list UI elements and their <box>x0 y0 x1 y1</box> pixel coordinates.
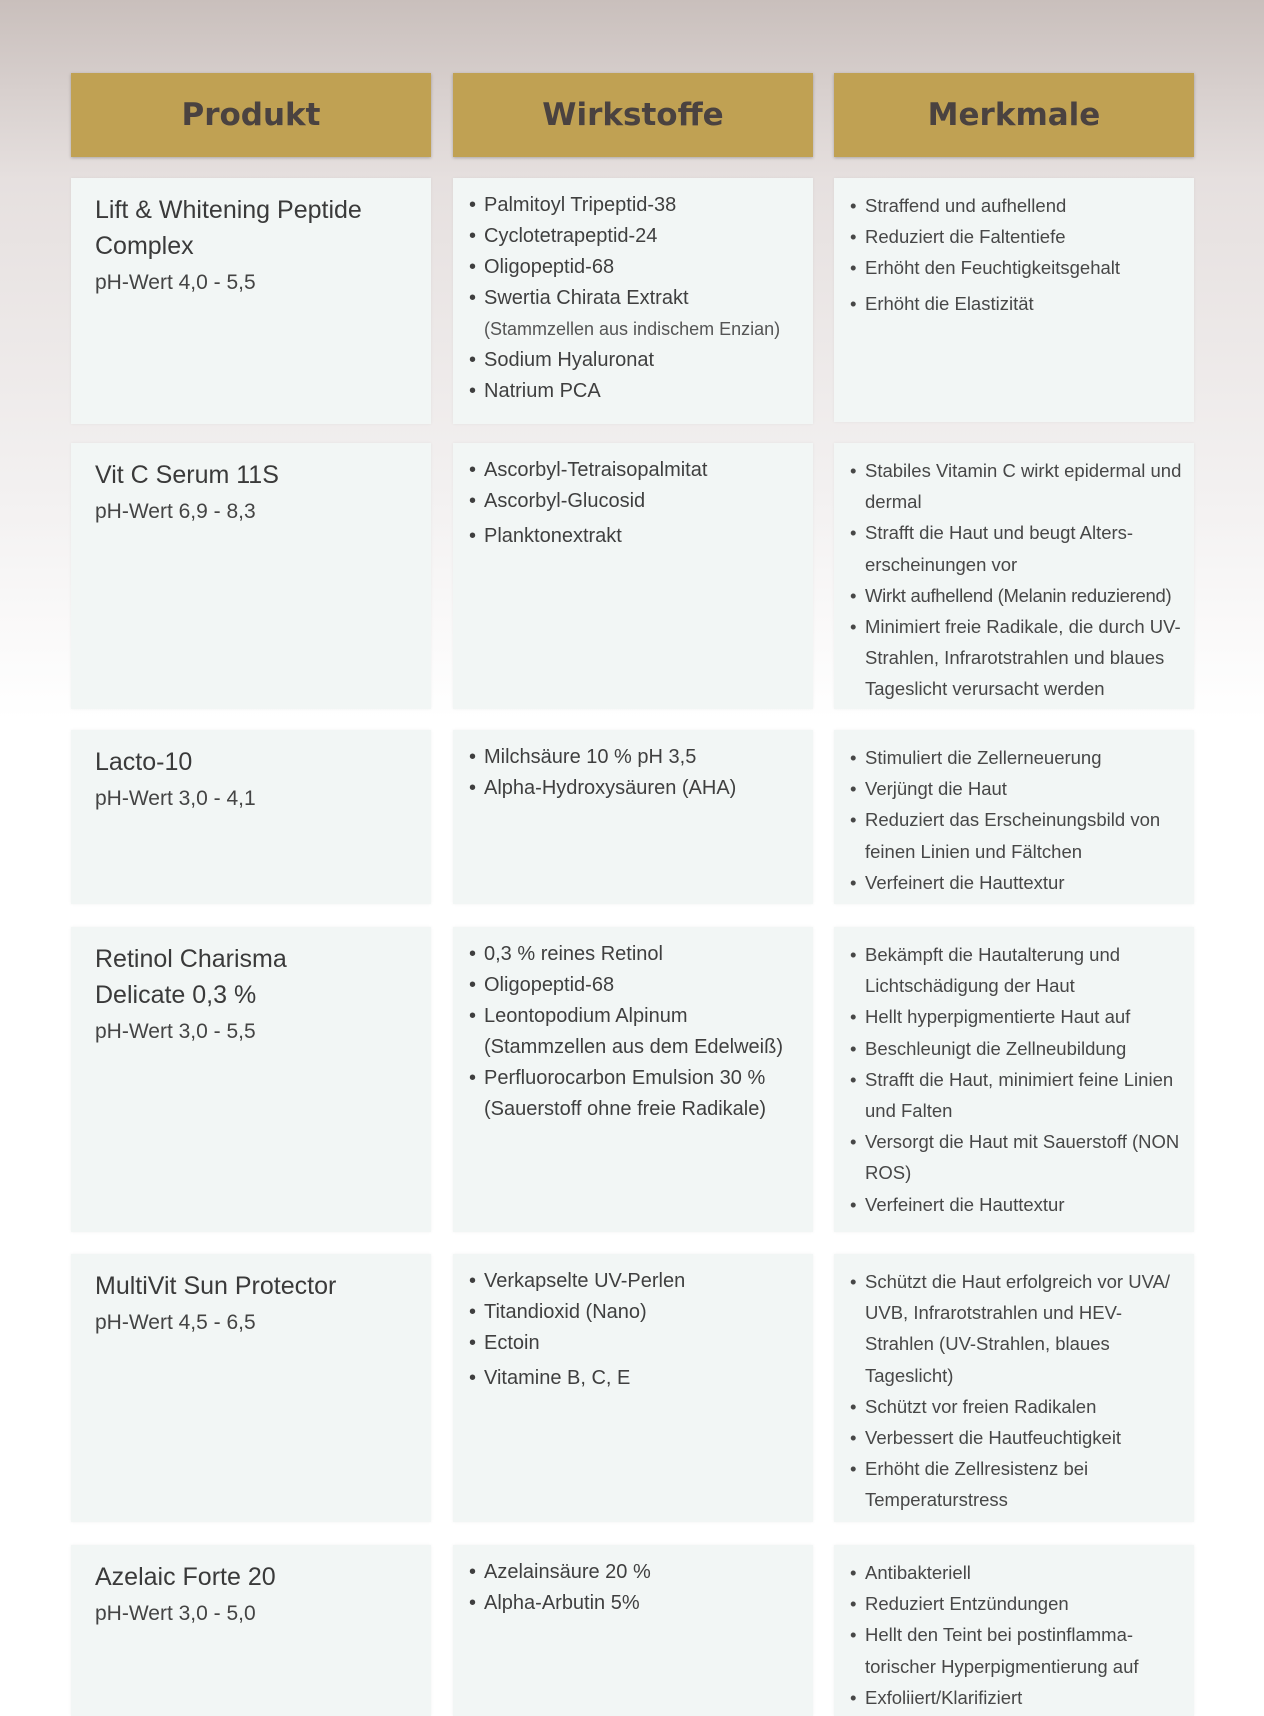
list-item: • Verbessert die Hautfeuchtigkeit <box>850 1422 1186 1453</box>
features-list <box>850 190 1186 319</box>
features-cell <box>834 730 1194 904</box>
list-item: • Bekämpft die Hautalterung und Lichtschädigung der Haut <box>850 939 1186 1001</box>
list-item: • Natrium PCA <box>469 376 801 407</box>
list-item: • Milchsäure 10 % pH 3,5 <box>469 742 801 773</box>
features-cell <box>834 178 1194 422</box>
ingredients-cell <box>453 730 813 904</box>
product-cell <box>71 1545 431 1716</box>
list-item: • Verkapselte UV-Perlen <box>469 1266 801 1297</box>
list-item: • Stabiles Vitamin C wirkt epidermal und dermal <box>850 455 1205 517</box>
features-cell <box>834 1254 1194 1522</box>
list-item: • Minimiert freie Radikale, die durch UV-Strahlen, Infrarotstrahlen und blaues Tageslicht verursacht werden <box>850 611 1205 705</box>
list-item: • Alpha-Arbutin 5% <box>469 1588 801 1619</box>
ingredients-cell <box>453 1545 813 1716</box>
list-item: • Erhöht den Feuchtigkeitsgehalt <box>850 252 1186 283</box>
ingredients-list <box>469 1266 801 1394</box>
ingredients-cell <box>453 927 813 1232</box>
list-item: • Reduziert die Faltentiefe <box>850 221 1186 252</box>
ingredients-list <box>469 190 801 407</box>
ingredient-note: (Stammzellen aus dem Edelweiß) <box>484 1036 783 1058</box>
list-item: • Erhöht die Zellresistenz bei Temperaturstress <box>850 1453 1186 1515</box>
features-list <box>850 939 1186 1220</box>
list-item: • Titandioxid (Nano) <box>469 1297 801 1328</box>
list-item: • Schützt die Haut erfolgreich vor UVA/ UVB, Infrarotstrahlen und HEV-Strahlen (UV-Strahlen, blaues Tageslicht) <box>850 1266 1186 1391</box>
ingredients-cell <box>453 178 813 424</box>
ingredients-list <box>469 1557 801 1619</box>
ingredients-list <box>469 742 801 804</box>
ingredients-list <box>469 939 801 1125</box>
ingredients-cell <box>453 443 813 709</box>
features-cell <box>834 443 1194 709</box>
list-item: • Perfluorocarbon Emulsion 30 % (Sauerstoff ohne freie Radikale) <box>469 1063 801 1125</box>
ingredient-note: (Stammzellen aus indischem Enzian) <box>484 319 781 339</box>
list-item: • Antibakteriell <box>850 1557 1186 1588</box>
ingredients-list <box>469 455 801 552</box>
product-name: Lacto-10 <box>95 748 193 776</box>
list-item: • Erhöht die Elastizität <box>850 288 1186 319</box>
product-ph: pH-Wert 3,0 - 4,1 <box>95 787 256 810</box>
product-cell <box>71 178 431 424</box>
list-item: • Verfeinert die Hauttextur <box>850 1189 1186 1220</box>
list-item: • Schützt vor freien Radikalen <box>850 1391 1186 1422</box>
product-ph: pH-Wert 6,9 - 8,3 <box>95 500 256 523</box>
features-list <box>850 1266 1186 1516</box>
list-item: • Exfoliiert/Klarifiziert <box>850 1682 1186 1713</box>
list-item: • Reduziert Entzündungen <box>850 1588 1186 1619</box>
list-item: • Beschleunigt die Zellneubildung <box>850 1033 1186 1064</box>
product-name: MultiVit Sun Protector <box>95 1272 337 1300</box>
list-item: • Hellt hyperpigmentierte Haut auf <box>850 1001 1186 1032</box>
list-item: • Ectoin <box>469 1328 801 1359</box>
list-item: • Ascorbyl-Glucosid <box>469 486 801 517</box>
product-cell <box>71 730 431 904</box>
product-ph: pH-Wert 4,5 - 6,5 <box>95 1311 256 1334</box>
header-produkt: Produkt <box>71 73 431 157</box>
product-cell <box>71 927 431 1232</box>
list-item: • Sodium Hyaluronat <box>469 345 801 376</box>
list-item: • Reduziert das Erscheinungsbild von feinen Linien und Fältchen <box>850 804 1186 866</box>
list-item: • Hellt den Teint bei postinflamma-torischer Hyperpigmentierung auf <box>850 1619 1186 1681</box>
features-list <box>850 455 1205 705</box>
list-item: • Oligopeptid-68 <box>469 970 801 1001</box>
list-item: • Azelainsäure 20 % <box>469 1557 801 1588</box>
list-item: • 0,3 % reines Retinol <box>469 939 801 970</box>
ingredients-cell <box>453 1254 813 1522</box>
features-cell <box>834 927 1194 1232</box>
product-ph: pH-Wert 3,0 - 5,5 <box>95 1020 256 1043</box>
product-cell <box>71 1254 431 1522</box>
header-merkmale: Merkmale <box>834 73 1194 157</box>
features-list <box>850 742 1186 898</box>
list-item: • Strafft die Haut und beugt Alters-erscheinungen vor <box>850 517 1205 579</box>
product-ph: pH-Wert 3,0 - 5,0 <box>95 1602 256 1625</box>
list-item: • Wirkt aufhellend (Melanin reduzierend) <box>850 580 1205 611</box>
ingredient-note: (Sauerstoff ohne freie Radikale) <box>484 1098 767 1120</box>
list-item: • Straffend und aufhellend <box>850 190 1186 221</box>
list-item: • Strafft die Haut, minimiert feine Linien und Falten <box>850 1064 1186 1126</box>
list-item: • Alpha-Hydroxysäuren (AHA) <box>469 773 801 804</box>
list-item: • Versorgt die Haut mit Sauerstoff (NON ROS) <box>850 1126 1186 1188</box>
features-cell <box>834 1545 1194 1716</box>
list-item: • Verfeinert die Hauttextur <box>850 867 1186 898</box>
list-item: • Verjüngt die Haut <box>850 773 1186 804</box>
list-item: • Leontopodium Alpinum (Stammzellen aus dem Edelweiß) <box>469 1001 801 1063</box>
list-item: • Oligopeptid-68 <box>469 252 801 283</box>
list-item: • Cyclotetrapeptid-24 <box>469 221 801 252</box>
list-item: • Vitamine B, C, E <box>469 1363 801 1394</box>
list-item: • Palmitoyl Tripeptid-38 <box>469 190 801 221</box>
features-list <box>850 1557 1186 1713</box>
product-name: Lift & Whitening Peptide Complex <box>95 196 362 260</box>
product-ph: pH-Wert 4,0 - 5,5 <box>95 271 256 294</box>
product-cell <box>71 443 431 709</box>
product-name: Azelaic Forte 20 <box>95 1563 276 1591</box>
header-wirkstoffe: Wirkstoffe <box>453 73 813 157</box>
list-item: • Planktonextrakt <box>469 521 801 552</box>
list-item: • Swertia Chirata Extrakt (Stammzellen aus indischem Enzian) <box>469 283 801 345</box>
product-name: Vit C Serum 11S <box>95 461 279 489</box>
product-name: Retinol Charisma Delicate 0,3 % <box>95 945 287 1009</box>
list-item: • Stimuliert die Zellerneuerung <box>850 742 1186 773</box>
list-item: • Ascorbyl-Tetraisopalmitat <box>469 455 801 486</box>
